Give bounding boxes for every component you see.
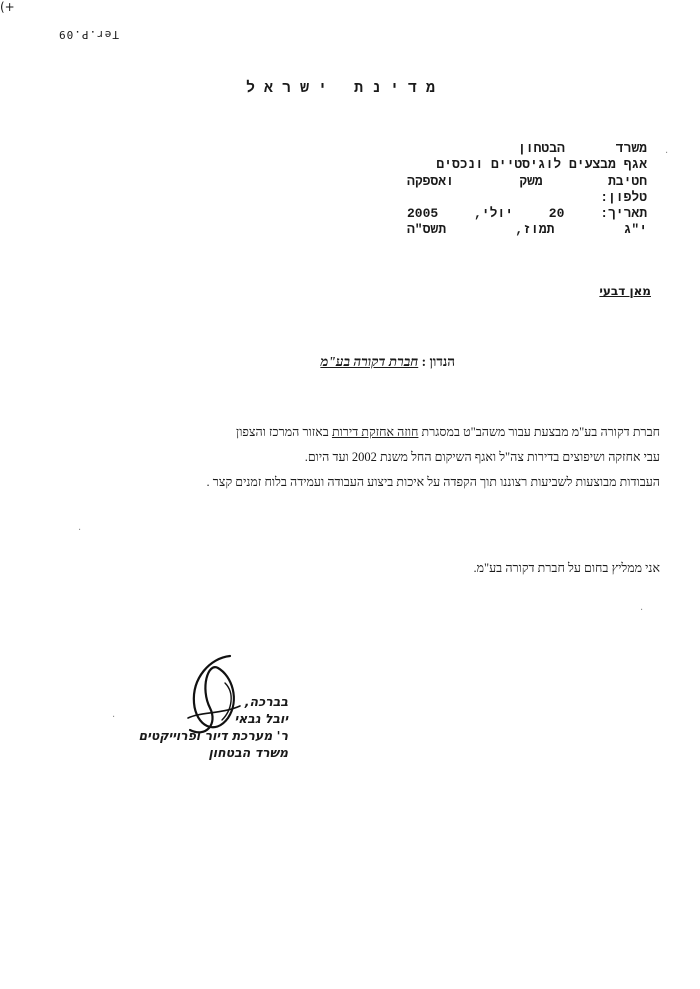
sender-unit-word-1: חטיבת [607,173,647,189]
sender-division-line [407,157,647,173]
body-paragraph-2: עבי אחזקה ושיפוצים בדירות צה"ל ואגף השיקום החל משנת 2002 ועד היום. [304,450,660,464]
body-p1-contract: חוזה אחזקת דירות [331,425,419,439]
sender-date-month: יולי, [474,206,514,222]
sender-date-line [407,206,647,222]
body-p1-before: חברת דקורה בע"מ מבצעת עבור משהב"ט במסגרת [421,425,660,439]
signature-block [138,693,288,761]
sender-unit-word-3: ואספקה [407,173,454,189]
body-paragraph-3: העבודות מבוצעות לשביעות רצוננו תוך הקפדה על איכות ביצוע העבודה ועמידה בלוח זמנים קצר . [206,475,660,489]
sender-hebrew-date-line [407,222,647,238]
sender-phone-line [407,190,647,206]
sender-unit-word-2: משק [519,173,543,189]
sender-unit-line [407,174,647,190]
sender-phone-label: טלפון: [600,189,647,205]
recipient: מאן דבעי [599,284,651,298]
subject-label: הנדון : [421,354,455,369]
sender-ministry-line [407,141,647,157]
scan-speck: · [665,148,669,159]
scan-speck: · [112,712,116,723]
signature-closing: בברכה, [244,694,288,709]
fax-header: Ter.Ρ.09 [58,28,119,41]
sender-block [407,141,647,239]
signature-title: ר' מערכת דיור ופרוייקטים [138,728,288,743]
subject-line [320,354,455,370]
signature-name: יובל גבאי [234,711,288,726]
sender-date-year: 2005 [407,206,439,222]
recommendation: אני ממליץ בחום על חברת דקורה בע"מ. [473,561,660,575]
scan-speck: · [78,525,82,536]
sender-hebrew-date-day: י"ג [623,222,647,238]
sender-ministry-word-1: משרד [615,141,647,156]
state-title: מדינת ישראל [245,80,445,97]
body-paragraph-1 [80,421,660,444]
sender-hebrew-date-year: תשס"ה [407,222,447,238]
signature-org: משרד הבטחון [208,745,288,760]
sender-date-label: תאריך: [600,206,647,222]
sender-division: אגף מבצעים לוגיסטיים ונכסים [436,157,647,173]
subject-company: חברת דקורה בע"מ [320,354,419,369]
sender-date-day: 20 [548,206,565,222]
sender-ministry-word-2: הבטחון [517,141,565,156]
scan-speck: · [640,605,644,616]
body-p1-after: באזור המרכז והצפון [236,425,329,439]
corner-mark: (+ [0,0,15,14]
letter-body [80,421,660,496]
sender-hebrew-date-month: תמוז, [515,222,555,238]
